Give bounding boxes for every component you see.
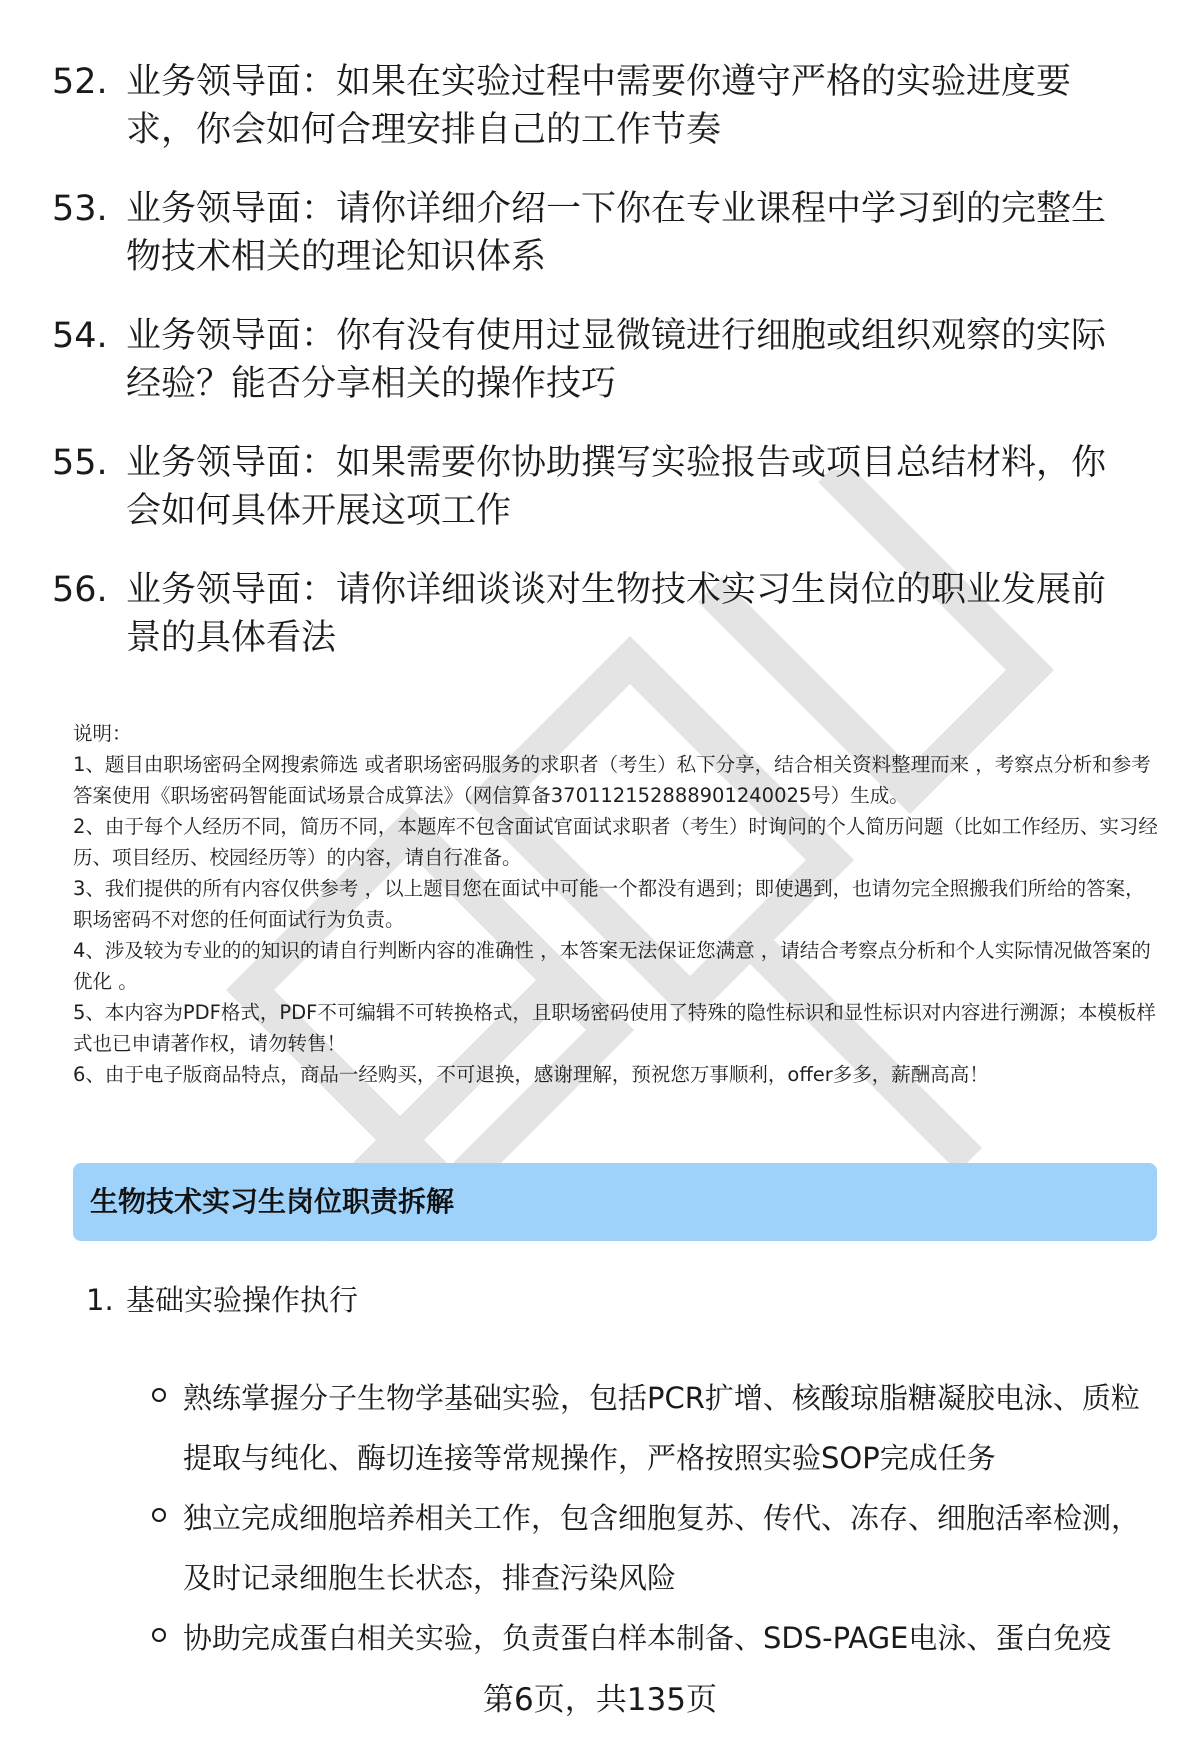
question-number: 56.: [52, 570, 108, 610]
question-item: [0, 439, 1200, 535]
question-text: 业务领导面：请你详细谈谈对生物技术实习生岗位的职业发展前景的具体看法: [126, 570, 1107, 658]
list-item: [150, 1488, 1140, 1608]
question-item: [0, 58, 1200, 154]
question-item: [0, 566, 1200, 662]
question-item: [0, 185, 1200, 281]
note-item: 3、我们提供的所有内容仅供参考 ，以上题目您在面试中可能一个都没有遇到；即使遇到，也请勿完全照搬我们所给的答案，职场密码不对您的任何面试行为负责。: [73, 877, 1145, 931]
list-item: [150, 1368, 1140, 1488]
hollow-circle-bullet-icon: [152, 1628, 166, 1642]
list-item-text: 独立完成细胞培养相关工作，包含细胞复苏、传代、冻存、细胞活率检测，及时记录细胞生长状态，排查污染风险: [183, 1501, 1141, 1595]
section-title: 生物技术实习生岗位职责拆解: [90, 1185, 455, 1218]
question-text: 业务领导面：如果需要你协助撰写实验报告或项目总结材料，你会如何具体开展这项工作: [126, 443, 1107, 531]
list-item-text: 协助完成蛋白相关实验，负责蛋白样本制备、SDS-PAGE电泳、蛋白免疫: [183, 1621, 1112, 1655]
note-item: 6、由于电子版商品特点，商品一经购买，不可退换，感谢理解，预祝您万事顺利，offer多多，薪酬高高！: [73, 1063, 989, 1086]
question-number: 55.: [52, 443, 108, 483]
question-text: 业务领导面：你有没有使用过显微镜进行细胞或组织观察的实际经验？能否分享相关的操作技巧: [126, 316, 1107, 404]
notes-heading: 说明：: [73, 722, 132, 745]
list-item: [150, 1608, 1140, 1668]
question-text: 业务领导面：如果在实验过程中需要你遵守严格的实验进度要求，你会如何合理安排自己的工作节奏: [126, 62, 1072, 150]
page-number-footer: 第6页，共135页: [483, 1682, 717, 1718]
question-text: 业务领导面：请你详细介绍一下你在专业课程中学习到的完整生物技术相关的理论知识体系: [126, 189, 1107, 277]
question-list: [0, 58, 1200, 693]
note-item: 2、由于每个人经历不同，简历不同，本题库不包含面试官面试求职者（考生）时询问的个人简历问题（比如工作经历、实习经历、项目经历、校园经历等）的内容，请自行准备。: [73, 815, 1158, 869]
sub-heading: [86, 1278, 358, 1322]
question-item: [0, 312, 1200, 408]
note-item: 5、本内容为PDF格式，PDF不可编辑不可转换格式，且职场密码使用了特殊的隐性标识和显性标识对内容进行溯源；本模板样式也已申请著作权，请勿转售！: [73, 1001, 1156, 1055]
sub-heading-title: 基础实验操作执行: [126, 1283, 359, 1317]
section-banner: [73, 1163, 1157, 1241]
notes-block: [73, 718, 1163, 1090]
sub-heading-number: 1.: [86, 1283, 114, 1317]
question-number: 52.: [52, 62, 108, 102]
question-number: 53.: [52, 189, 108, 229]
note-item: 4、涉及较为专业的的知识的请自行判断内容的准确性 ，本答案无法保证您满意 ，请结合考察点分析和个人实际情况做答案的优化 。: [73, 939, 1151, 993]
hollow-circle-bullet-icon: [152, 1388, 166, 1402]
note-item: 1、题目由职场密码全网搜索筛选 或者职场密码服务的求职者（考生）私下分享，结合相关资料整理而来 ，考察点分析和参考答案使用《职场密码智能面试场景合成算法》（网信算备370112152888901240025号）生成。: [73, 753, 1151, 807]
question-number: 54.: [52, 316, 108, 356]
hollow-circle-bullet-icon: [152, 1508, 166, 1522]
list-item-text: 熟练掌握分子生物学基础实验，包括PCR扩增、核酸琼脂糖凝胶电泳、质粒提取与纯化、酶切连接等常规操作，严格按照实验SOP完成任务: [183, 1381, 1140, 1475]
bullet-list: [150, 1368, 1140, 1668]
